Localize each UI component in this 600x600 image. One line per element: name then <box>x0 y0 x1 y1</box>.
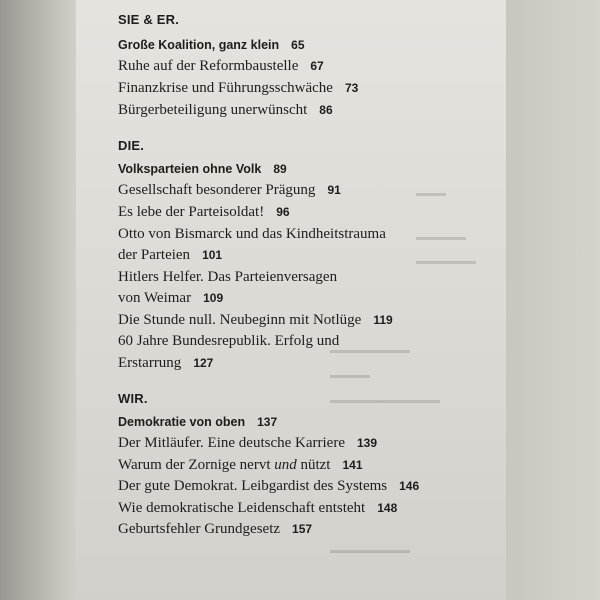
page-number: 141 <box>342 458 363 472</box>
toc-entry: Wie demokratische Leidenschaft entsteht 148 <box>118 500 398 516</box>
toc-entry: Finanzkrise und Führungsschwäche 73 <box>118 80 359 96</box>
bleed-through-mark: ▬▬▬▬▬▬ <box>416 256 476 267</box>
toc-entry: Der gute Demokrat. Leibgardist des Systems 146 <box>118 478 420 494</box>
page-number: 148 <box>377 501 398 515</box>
bleed-through-mark: ▬▬▬▬▬▬▬▬▬▬▬ <box>330 395 440 406</box>
bleed-through-mark: ▬▬▬ <box>416 188 446 199</box>
italic-word: und <box>274 457 297 473</box>
right-margin-background <box>506 0 600 600</box>
toc-entry: Große Koalition, ganz klein 65 <box>118 38 305 52</box>
toc-entry: Gesellschaft besonderer Prägung 91 <box>118 182 341 198</box>
page-number: 96 <box>276 205 290 219</box>
toc-entry: Erstarrung 127 <box>118 355 214 371</box>
bleed-through-mark: ▬▬▬▬▬▬▬▬ <box>330 345 410 356</box>
toc-entry: der Parteien 101 <box>118 247 223 263</box>
toc-entry: Volksparteien ohne Volk 89 <box>118 162 287 176</box>
section-title-wir: WIR. <box>118 391 148 406</box>
toc-entry: 60 Jahre Bundesrepublik. Erfolg und <box>118 333 340 349</box>
page-number: 73 <box>344 81 359 95</box>
bleed-through-mark: ▬▬▬▬ <box>330 370 370 381</box>
page-number: 91 <box>327 183 341 197</box>
page-number: 89 <box>273 162 287 176</box>
section-title-die: DIE. <box>118 138 145 153</box>
page-number: 139 <box>356 436 378 450</box>
toc-entry: Otto von Bismarck und das Kindheitstrauma <box>118 226 386 242</box>
page-number: 127 <box>193 356 214 370</box>
bleed-through-mark: ▬▬▬▬▬ <box>416 232 466 243</box>
toc-entry: Ruhe auf der Reformbaustelle 67 <box>118 58 324 74</box>
page-number: 86 <box>319 103 333 117</box>
toc-entry: Der Mitläufer. Eine deutsche Karriere 139 <box>118 435 378 451</box>
page-number: 157 <box>292 522 313 536</box>
page-number: 65 <box>291 38 305 52</box>
toc-entry: Demokratie von oben 137 <box>118 415 278 429</box>
page-number: 146 <box>399 479 420 493</box>
section-title-sie-er: SIE & ER. <box>118 12 180 27</box>
bleed-through-mark: ▬▬▬▬▬▬▬▬ <box>330 545 410 556</box>
toc-entry: Die Stunde null. Neubeginn mit Notlüge 119 <box>118 312 393 328</box>
page-number: 67 <box>310 59 324 73</box>
toc-entry: von Weimar 109 <box>118 290 224 306</box>
toc-entry: Bürgerbeteiligung unerwünscht 86 <box>118 102 333 118</box>
page-number: 101 <box>202 248 223 262</box>
page-number: 137 <box>257 415 278 429</box>
toc-entry: Es lebe der Parteisoldat! 96 <box>118 204 290 220</box>
page-number: 109 <box>203 291 224 305</box>
left-margin-background <box>0 0 76 600</box>
toc-entry: Warum der Zornige nervt und nützt 141 <box>118 457 363 473</box>
toc-entry: Geburtsfehler Grundgesetz 157 <box>118 521 313 537</box>
page-number: 119 <box>373 313 393 327</box>
toc-entry: Hitlers Helfer. Das Parteienversagen <box>118 269 338 285</box>
